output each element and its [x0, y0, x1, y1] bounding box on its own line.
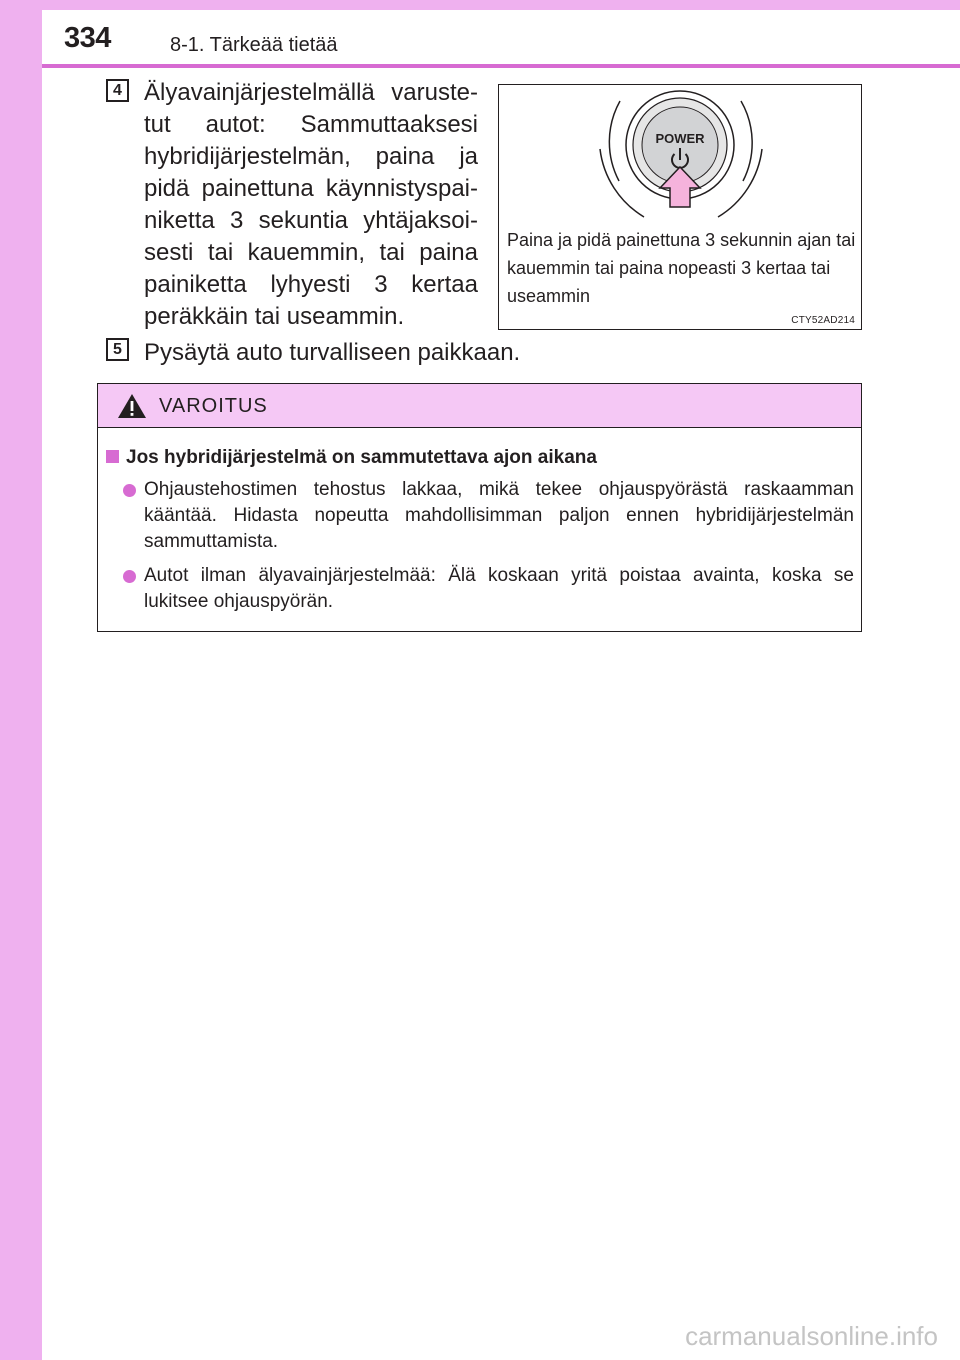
top-color-strip — [42, 0, 960, 10]
step-4-text: Älyavainjärjestelmällä varustetut autot: Sammuttaaksesi hybridijärjestelmän, paina ja pidä painettuna käynnistyspainiketta 3 sekuntia yhtäjaksoisesti tai kauemmin, tai paina painiketta lyhyesti 3 kertaa peräkkäin tai useammin. — [144, 79, 478, 330]
warning-bullet-2-text: Autot ilman älyavainjärjestelmää: Älä koskaan yritä poistaa avainta, koska se lukitsee ohjauspyörän. — [144, 565, 854, 612]
warning-triangle-icon — [117, 393, 147, 419]
side-color-strip — [0, 0, 42, 1360]
round-bullet-icon — [123, 570, 136, 583]
square-bullet-icon — [106, 450, 119, 463]
page-number: 334 — [64, 22, 111, 54]
warning-heading-text: Jos hybridijärjestelmä on sammutettava ajon aikana — [126, 447, 597, 468]
section-title: 8-1. Tärkeää tietää — [170, 34, 338, 56]
warning-body — [106, 445, 854, 615]
warning-heading — [106, 445, 854, 471]
step-5-text: Pysäytä auto turvalliseen paikkaan. — [144, 339, 521, 366]
step-number-4: 4 — [106, 79, 129, 102]
warning-bullet-1-text: Ohjaustehostimen tehostus lakkaa, mikä tekee ohjauspyörästä raskaamman kääntää. Hidasta nopeutta mahdollisimman paljon ennen hybridijärjestelmän sammuttamista. — [144, 479, 854, 552]
header-rule — [42, 64, 960, 68]
power-button-figure — [498, 84, 862, 330]
warning-bullet-1 — [106, 477, 854, 555]
warning-bullet-2 — [106, 563, 854, 615]
step-number-5: 5 — [106, 338, 129, 361]
arc-left-upper — [609, 101, 620, 181]
round-bullet-icon — [123, 484, 136, 497]
warning-header — [98, 384, 861, 428]
figure-code: CTY52AD214 — [791, 315, 855, 326]
watermark: carmanualsonline.info — [685, 1321, 938, 1351]
arc-right-upper — [741, 101, 752, 181]
power-label: POWER — [655, 131, 705, 146]
figure-caption: Paina ja pidä painettuna 3 sekunnin ajan tai kauemmin tai paina nopeasti 3 kertaa tai useammin — [507, 230, 856, 306]
warning-box — [97, 383, 862, 632]
warning-title: VAROITUS — [159, 395, 268, 417]
